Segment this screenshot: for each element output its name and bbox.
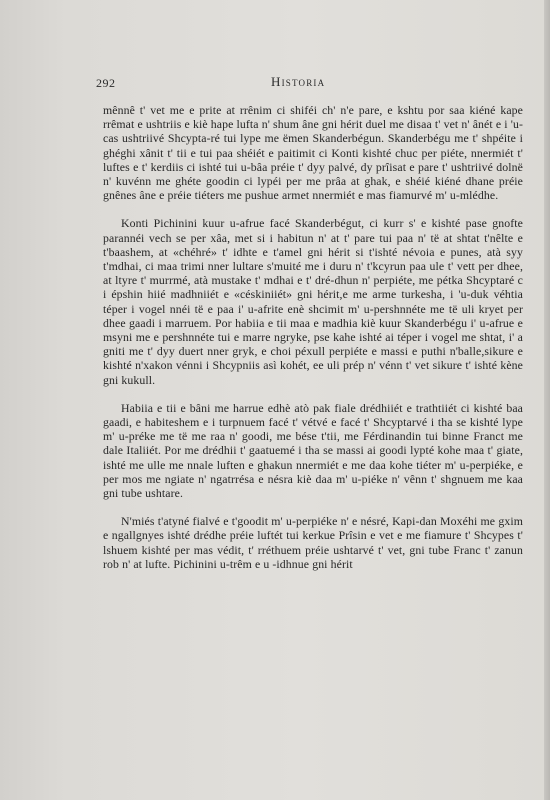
body-text bbox=[103, 103, 523, 585]
page-number: 292 bbox=[96, 76, 116, 90]
paragraph-1: mênnê t' vet me e prite at rrênim ci shiféi ch' n'e pare, e kshtu por saa kiéné kape rrêmat e ushtriis e kiè hape lufta n' shum âne gni hérit duel me disaa t' vet n' ânét e i 'u-cas ushtriivé Shcypta-ré tui lype me ëmen Skanderbégun. Skanderbégu me t' shpéite i ghéghi xânit t' tii e tui paa shéiét e paitimit ci Konti kishté chuc per piéte, nnermiét t' luftes e t' kerdiis ci ishté tui u-bâa préie t' dyy palvé, dy prîisat e pare t' ushtriivé dolnë n' kuvénn me ghéte goodin ci lypéi per me prâa at ghak, e shéié kiéné dhane préie gnênes âne e préie tiéters me pushue armet nnermiét e mas fiamurvé m' u-mlédhe. bbox=[103, 103, 523, 203]
paragraph-2: Konti Pichinini kuur u-afrue facé Skanderbégut, ci kurr s' e kishté pase gnofte parannéi vech se per xâa, met si i habitun n' at t' pare tui paa n' të at shtat t'nêlte e t'baashem, at «chéhré» t' idhte e t'amel gni hérit si t'ishté névoia e punes, atà syy t'mdhai, ci maa trimi nner lultare s'muité me i duru n' t'kcyrun paa ule t' vett per dhee, at ltyre t' murrmé, atà mustake t' mdhai e t' dré-dhun n' perpiéte, me pétka Shcyptaré c i épshin hiié madhniiét e «céskiniiét» gni hérit,e me arme turkesha, i 'u-duk véhtia téper i vogel nnéi të e paa i' u-afrite enè shcimit m' u-pershnnéte me të uli kryet per dhee gaadi i marruem. Por habiia e tii maa e madhia kiè kuur Skanderbégu i' u-afrue e msyni me e pershnnéte tui e marre ngryke, pse kahe ishté ai téper i vogel me shtat, i' a gniti me t' dyy duert nner gryk, e choi péxull perpiéte e massi e puthi n'balle,sikure e kishté n'xakon vénni i Shcypniis asì kohét, ee uli prép n' vénn t' vet sikure t' ishté kène gni kukull. bbox=[103, 216, 523, 387]
paragraph-4: N'miés t'atyné fialvé e t'goodit m' u-perpiéke n' e nésré, Kapi-dan Moxéhi me gxim e ngallgnyes ishté drédhe préie luftét tui kerkue Prîsin e vet e me fiamure t' Shcypes t' lshuem kishté per mas védit, t' rréthuem préie ushtarvé t' vet, gni tube Franc t' zanun rob n' at lufte. Pichinini u-trêm e u -idhnue gni hérit bbox=[103, 514, 523, 571]
page-header bbox=[96, 76, 516, 96]
page-edge-shadow bbox=[544, 0, 550, 800]
paragraph-3: Habiia e tii e bâni me harrue edhè atò pak fiale drédhiiét e trathtiiét ci kishté baa gaadi, e habiteshem e i turpnuem facé t' vétvé e facé t' Shcyptarvé i tha se kishté lype m' u-préke me të me raa n' goodi, me bése t'tii, me Férdinandin tui binne Franct me dale Italiiét. Por me drédhii t' gaatuemé i tha se massi ai goodi lypté kohe maa t' giate, ishté me ulle me nnale luften e ghakun nnermiét e me daa kohe tiéter m' u-perpiéke, e per mos me ngiate n' ngatrrésa e nésra kiè daa m' u-piéke n' vênn t' shgnuem me kaa gni tube ushtare. bbox=[103, 400, 523, 501]
running-title: Historia bbox=[271, 74, 326, 89]
